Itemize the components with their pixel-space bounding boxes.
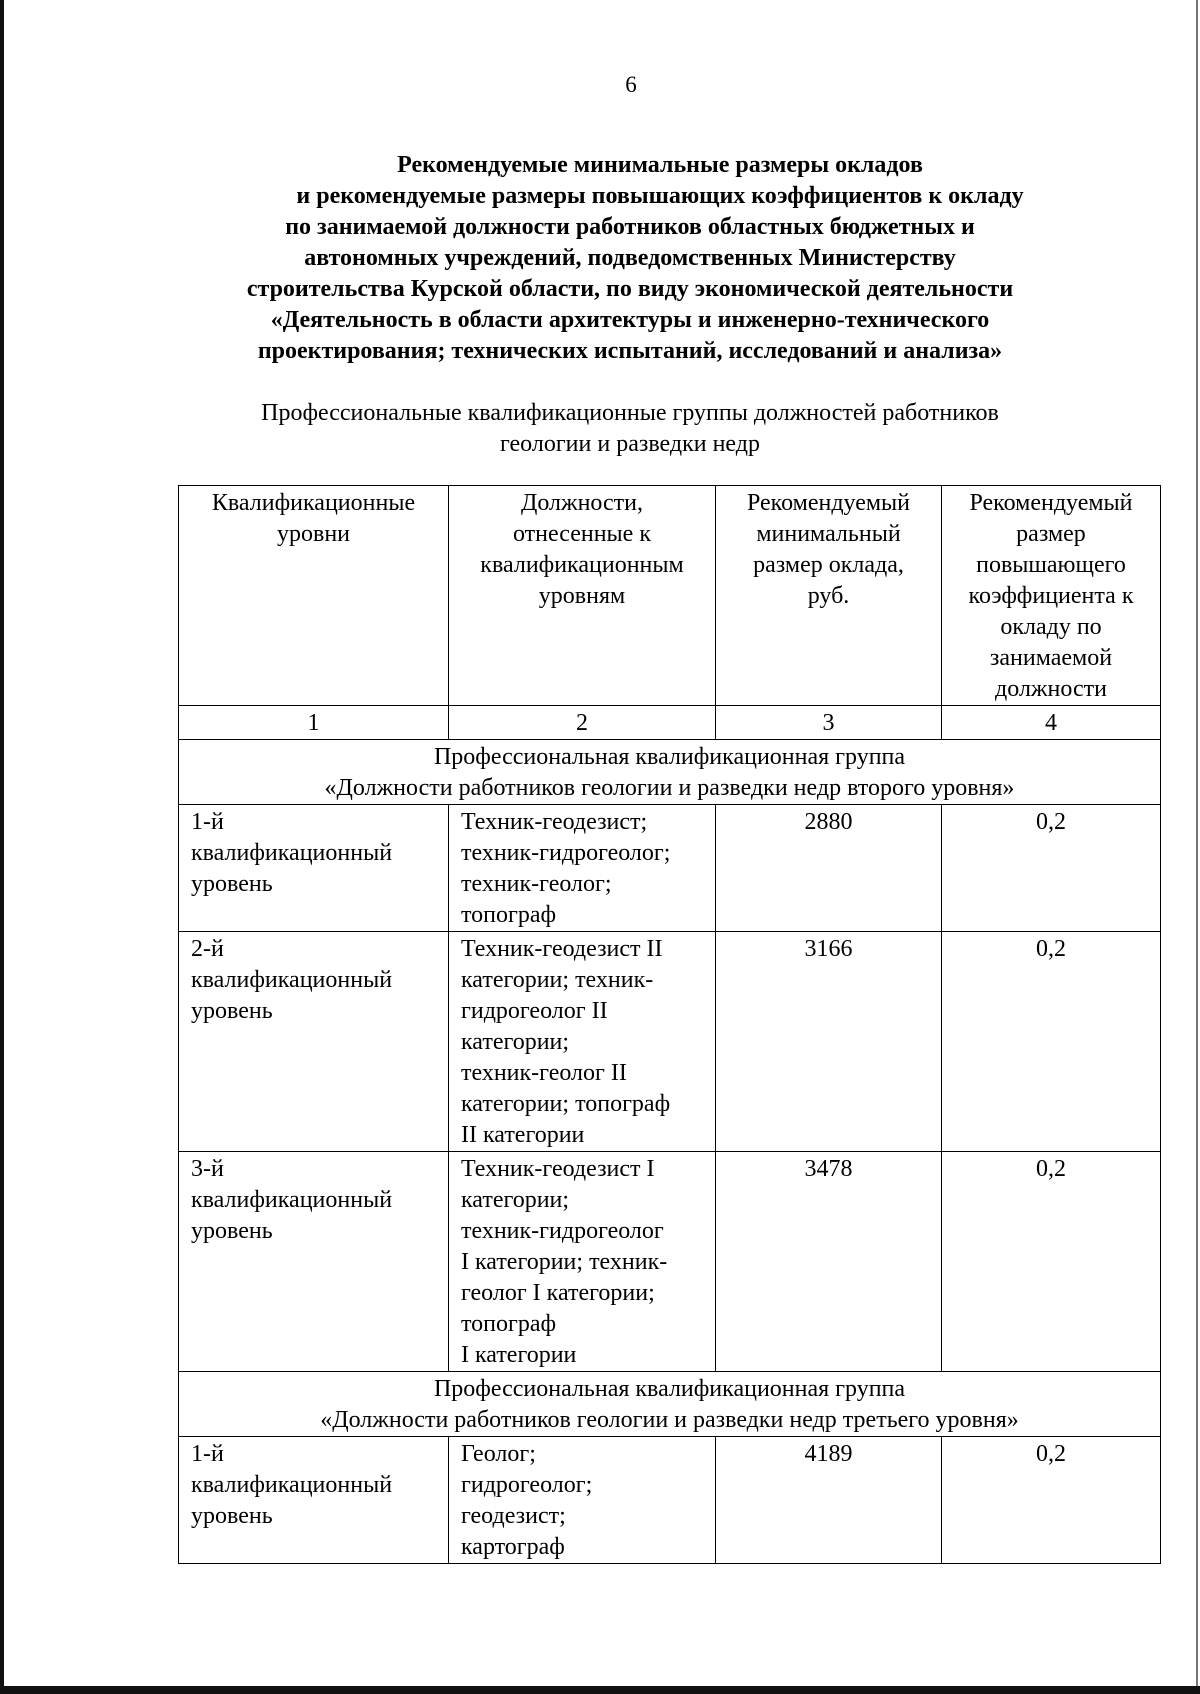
title-line: строительства Курской области, по виду экономической деятельности xyxy=(246,276,1014,302)
salary-table xyxy=(178,485,1161,1564)
column-header-line: Рекомендуемый xyxy=(969,490,1133,516)
level-line: уровень xyxy=(191,998,273,1024)
caption-line: геологии и разведки недр xyxy=(500,431,760,457)
table-body xyxy=(179,486,1161,1564)
level-cell xyxy=(179,1437,449,1564)
position-line: топограф xyxy=(461,902,557,928)
column-header-line: Рекомендуемый xyxy=(746,490,911,516)
level-cell xyxy=(179,1152,449,1372)
scan-edge-left xyxy=(0,0,4,1694)
group-title-line: «Должности работников геологии и разведки недр второго уровня» xyxy=(324,775,1015,801)
caption-line: Профессиональные квалификационные группы должностей работников xyxy=(261,400,999,426)
table-row xyxy=(179,1437,1161,1564)
positions-cell xyxy=(449,932,716,1152)
column-number: 1 xyxy=(179,706,449,740)
table-header-row xyxy=(179,486,1161,706)
column-header-line: уровни xyxy=(276,521,351,547)
salary-cell: 3478 xyxy=(716,1152,942,1372)
position-line: I категории; техник- xyxy=(461,1249,668,1275)
position-line: Техник-геодезист II xyxy=(461,936,663,962)
position-line: геолог I категории; xyxy=(461,1280,655,1306)
position-line: категории; xyxy=(461,1187,570,1213)
page-number: 6 xyxy=(625,72,637,97)
column-header-line: коэффициента к xyxy=(968,583,1134,609)
position-line: топограф xyxy=(461,1311,557,1337)
salary-cell: 2880 xyxy=(716,805,942,932)
level-line: квалификационный xyxy=(191,1187,393,1213)
salary-cell: 4189 xyxy=(716,1437,942,1564)
level-line: 1-й xyxy=(191,809,224,835)
column-header-line: отнесенные к xyxy=(513,521,651,547)
title-line: автономных учреждений, подведомственных Министерству xyxy=(304,245,956,271)
column-header-line: квалификационным xyxy=(480,552,684,578)
column-header xyxy=(449,486,716,706)
group-title xyxy=(179,740,1161,805)
group-title-line: Профессиональная квалификационная группа xyxy=(433,744,906,770)
column-header xyxy=(179,486,449,706)
level-cell xyxy=(179,805,449,932)
position-line: техник-геолог; xyxy=(461,871,612,897)
scan-edge-right xyxy=(1196,0,1198,1694)
group-title-line: Профессиональная квалификационная группа xyxy=(433,1376,906,1402)
column-header-line: размер xyxy=(1016,521,1086,547)
title-line: и рекомендуемые размеры повышающих коэффициентов к окладу xyxy=(296,183,1024,209)
column-header-line: размер оклада, xyxy=(753,552,904,578)
positions-cell xyxy=(449,1437,716,1564)
group-title xyxy=(179,1372,1161,1437)
column-header-line: занимаемой xyxy=(989,645,1113,671)
position-line: гидрогеолог; xyxy=(461,1472,593,1498)
position-line: гидрогеолог II xyxy=(461,998,608,1024)
column-number: 4 xyxy=(942,706,1161,740)
position-line: техник-гидрогеолог; xyxy=(461,840,671,866)
coefficient-cell: 0,2 xyxy=(942,1437,1161,1564)
column-header xyxy=(942,486,1161,706)
column-number: 3 xyxy=(716,706,942,740)
level-line: уровень xyxy=(191,871,273,897)
group-title-row xyxy=(179,740,1161,805)
position-line: картограф xyxy=(461,1534,565,1560)
coefficient-cell: 0,2 xyxy=(942,805,1161,932)
column-number: 2 xyxy=(449,706,716,740)
level-line: 2-й xyxy=(191,936,224,962)
column-header-line: минимальный xyxy=(756,521,901,547)
positions-cell xyxy=(449,805,716,932)
title-line: проектирования; технических испытаний, исследований и анализа» xyxy=(257,338,1003,364)
table-row xyxy=(179,805,1161,932)
column-header-line: повышающего xyxy=(976,552,1126,578)
column-header-line: должности xyxy=(995,676,1107,702)
table-row xyxy=(179,1152,1161,1372)
coefficient-cell: 0,2 xyxy=(942,1152,1161,1372)
position-line: I категории xyxy=(461,1342,577,1368)
position-line: II категории xyxy=(461,1122,585,1148)
title-line: по занимаемой должности работников областных бюджетных и xyxy=(285,214,975,240)
level-line: квалификационный xyxy=(191,967,393,993)
column-header-line: Должности, xyxy=(520,490,644,516)
column-header-line: уровням xyxy=(538,583,626,609)
salary-cell: 3166 xyxy=(716,932,942,1152)
table-row xyxy=(179,932,1161,1152)
title-line: Рекомендуемые минимальные размеры окладов xyxy=(397,152,923,178)
document-title xyxy=(180,150,1080,367)
column-number-row xyxy=(179,706,1161,740)
position-line: категории; техник- xyxy=(461,967,654,993)
level-line: 3-й xyxy=(191,1156,224,1182)
position-line: техник-геолог II xyxy=(461,1060,627,1086)
position-line: категории; xyxy=(461,1029,570,1055)
level-line: квалификационный xyxy=(191,840,393,866)
level-line: уровень xyxy=(191,1503,273,1529)
column-header-line: окладу по xyxy=(1000,614,1102,640)
coefficient-cell: 0,2 xyxy=(942,932,1161,1152)
level-line: квалификационный xyxy=(191,1472,393,1498)
column-header xyxy=(716,486,942,706)
position-line: геодезист; xyxy=(461,1503,566,1529)
group-title-row xyxy=(179,1372,1161,1437)
position-line: техник-гидрогеолог xyxy=(461,1218,664,1244)
position-line: Геолог; xyxy=(461,1441,536,1467)
group-title-line: «Должности работников геологии и разведки недр третьего уровня» xyxy=(320,1407,1019,1433)
title-line: «Деятельность в области архитектуры и инженерно-технического xyxy=(270,307,990,333)
position-line: категории; топограф xyxy=(461,1091,671,1117)
level-line: 1-й xyxy=(191,1441,224,1467)
column-header-line: руб. xyxy=(807,583,850,609)
column-header-line: Квалификационные xyxy=(211,490,416,516)
position-line: Техник-геодезист I xyxy=(461,1156,655,1182)
scan-edge-bottom xyxy=(0,1686,1200,1694)
positions-cell xyxy=(449,1152,716,1372)
position-line: Техник-геодезист; xyxy=(461,809,648,835)
level-line: уровень xyxy=(191,1218,273,1244)
level-cell xyxy=(179,932,449,1152)
table-caption xyxy=(190,398,1070,460)
